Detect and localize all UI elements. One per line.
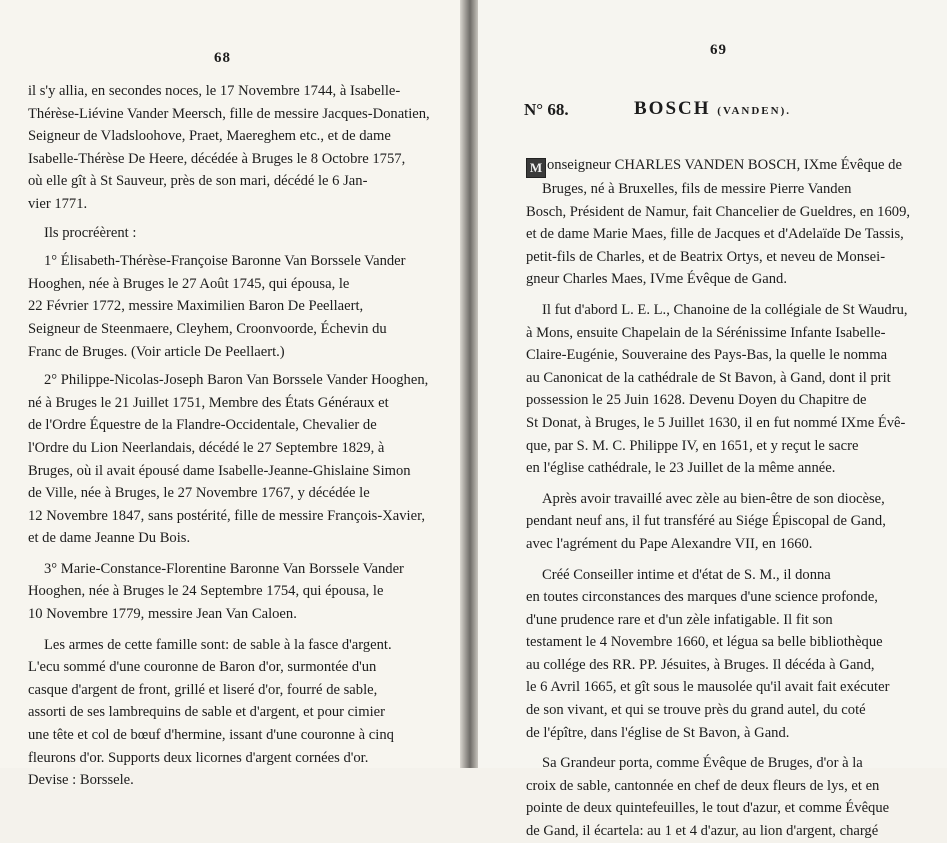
text-line: le 6 Avril 1665, et gît sous le mausolée qu'il avait fait exécuter xyxy=(526,679,890,696)
text-line: fleurons d'or. Supports deux licornes d'argent cornées d'or. xyxy=(28,749,369,766)
text-line: de Ville, née à Bruges, le 27 Novembre 1767, y décédée le xyxy=(28,485,370,502)
text-line: au Canonicat de la cathédrale de St Bavon, à Gand, dont il prit xyxy=(526,369,891,386)
book-gutter xyxy=(460,0,480,768)
text-line: Il fut d'abord L. E. L., Chanoine de la collégiale de St Waudru, xyxy=(542,301,908,318)
text-line: de Gand, il écartela: au 1 et 4 d'azur, au lion d'argent, chargé xyxy=(526,823,879,840)
text-line: au collége des RR. PP. Jésuites, à Bruges. Il décéda à Gand, xyxy=(526,656,875,673)
text-line: testament le 4 Novembre 1660, et légua sa belle bibliothèque xyxy=(526,634,883,651)
text-line: de l'épître, dans l'église de St Bavon, à Gand. xyxy=(526,724,790,741)
text-line: Franc de Bruges. (Voir article De Peellaert.) xyxy=(28,343,285,360)
text-line: Devise : Borssele. xyxy=(28,772,134,789)
text-line: Hooghen, née à Bruges le 27 Août 1745, qui épousa, le xyxy=(28,275,350,292)
text-line: croix de sable, cantonnée en chef de deux fleurs de lys, et en xyxy=(526,777,880,794)
text-line: possession le 25 Juin 1628. Devenu Doyen du Chapitre de xyxy=(526,392,867,409)
entry-particle: (VANDEN). xyxy=(717,105,791,117)
text-line: de son vivant, et qui se trouve près du grand autel, du coté xyxy=(526,702,866,719)
text-line: Créé Conseiller intime et d'état de S. M., il donna xyxy=(542,566,831,583)
text-line: de l'Ordre Équestre de la Flandre-Occidentale, Chevalier de xyxy=(28,417,377,434)
text-line: casque d'argent de front, grillé et liseré d'or, fourré de sable, xyxy=(28,681,378,698)
text-line xyxy=(526,154,932,178)
dropcap-ornament: M xyxy=(526,158,546,178)
dropcap-line-text: onseigneur CHARLES VANDEN BOSCH, IXme Évêque de xyxy=(547,157,902,173)
text-line: que, par S. M. C. Philippe IV, en 1651, et y reçut le sacre xyxy=(526,437,859,454)
text-line: 22 Février 1772, messire Maximilien Baron De Peellaert, xyxy=(28,298,364,315)
text-line: 2° Philippe-Nicolas-Joseph Baron Van Borssele Vander Hooghen, xyxy=(44,372,429,389)
text-line: en toutes circonstances des marques d'une science profonde, xyxy=(526,589,878,606)
text-line: une tête et col de bœuf d'hermine, issant d'une couronne à cinq xyxy=(28,727,394,744)
entry-name xyxy=(634,98,791,120)
text-line: St Donat, à Bruges, le 5 Juillet 1630, il en fut nommé IXme Évê- xyxy=(526,414,906,431)
text-line: Ils procréèrent : xyxy=(44,224,137,241)
left-text xyxy=(28,80,430,792)
entry-heading xyxy=(524,96,924,126)
entry-surname: BOSCH xyxy=(634,98,711,119)
text-line: né à Bruges le 21 Juillet 1751, Membre des États Généraux et xyxy=(28,394,389,411)
text-line: Claire-Eugénie, Souveraine des Pays-Bas, la quelle le nomma xyxy=(526,347,888,364)
text-line: et de dame Jeanne Du Bois. xyxy=(28,530,191,547)
text-line: vier 1771. xyxy=(28,195,88,212)
left-page-number: 68 xyxy=(214,50,231,66)
text-line: Isabelle-Thérèse De Heere, décédée à Bruges le 8 Octobre 1757, xyxy=(28,150,406,167)
text-line: Seigneur de Steenmaere, Cleyhem, Croonvoorde, Échevin du xyxy=(28,320,387,337)
text-line: Après avoir travaillé avec zèle au bien-être de son diocèse, xyxy=(542,490,885,507)
text-line: 1° Élisabeth-Thérèse-Françoise Baronne Van Borssele Vander xyxy=(44,253,406,270)
text-line: en l'église cathédrale, le 23 Juillet de la même année. xyxy=(526,460,836,477)
text-line: pointe de deux quintefeuilles, le tout d'azur, et comme Évêque xyxy=(526,800,890,817)
text-line: Hooghen, née à Bruges le 24 Septembre 1754, qui épousa, le xyxy=(28,583,384,600)
text-line: à Mons, ensuite Chapelain de la Sérénissime Infante Isabelle- xyxy=(526,324,886,341)
text-line: 10 Novembre 1779, messire Jean Van Caloen. xyxy=(28,606,297,623)
text-line: Bruges, où il avait épousé dame Isabelle-Jeanne-Ghislaine Simon xyxy=(28,462,411,479)
text-line: pendant neuf ans, il fut transféré au Siége Épiscopal de Gand, xyxy=(526,513,886,530)
text-line: avec l'agrément du Pape Alexandre VII, en 1660. xyxy=(526,535,813,552)
text-line: Thérèse-Liévine Vander Meersch, fille de messire Jacques-Donatien, xyxy=(28,105,430,122)
entry-number: N° 68. xyxy=(524,100,569,119)
text-line: Bosch, Président de Namur, fait Chancelier de Gueldres, en 1609, xyxy=(526,203,911,220)
text-line: Les armes de cette famille sont: de sable à la fasce d'argent. xyxy=(44,636,392,653)
text-line: Bruges, né à Bruxelles, fils de messire Pierre Vanden xyxy=(542,181,852,197)
text-line: l'Ordre du Lion Neerlandais, décédé le 27 Septembre 1829, à xyxy=(28,439,385,456)
text-line: d'une prudence rare et d'un zèle infatigable. Il fit son xyxy=(526,611,833,628)
right-text xyxy=(526,154,932,843)
text-line: Seigneur de Vladsloohove, Praet, Maereghem etc., et de dame xyxy=(28,128,391,145)
text-line: L'ecu sommé d'une couronne de Baron d'or, surmontée d'un xyxy=(28,659,377,676)
text-line: assorti de ses lambrequins de sable et d'argent, et pour cimier xyxy=(28,704,385,721)
text-line: petit-fils de Charles, et de Beatrix Ortys, et neveu de Monsei- xyxy=(526,248,886,265)
text-line: 12 Novembre 1847, sans postérité, fille de messire François-Xavier, xyxy=(28,507,425,524)
text-line: où elle gît à St Sauveur, près de son mari, décédé le 6 Jan- xyxy=(28,173,368,190)
text-line: Sa Grandeur porta, comme Évêque de Bruges, d'or à la xyxy=(542,755,863,772)
right-page-number: 69 xyxy=(710,42,727,58)
text-line: il s'y allia, en secondes noces, le 17 Novembre 1744, à Isabelle- xyxy=(28,83,401,99)
right-page xyxy=(478,0,947,840)
text-line: 3° Marie-Constance-Florentine Baronne Van Borssele Vander xyxy=(44,560,404,577)
text-line: gneur Charles Maes, IVme Évêque de Gand. xyxy=(526,271,787,288)
text-line: et de dame Marie Maes, fille de Jacques et d'Adelaïde De Tassis, xyxy=(526,226,904,243)
left-page xyxy=(0,0,462,789)
